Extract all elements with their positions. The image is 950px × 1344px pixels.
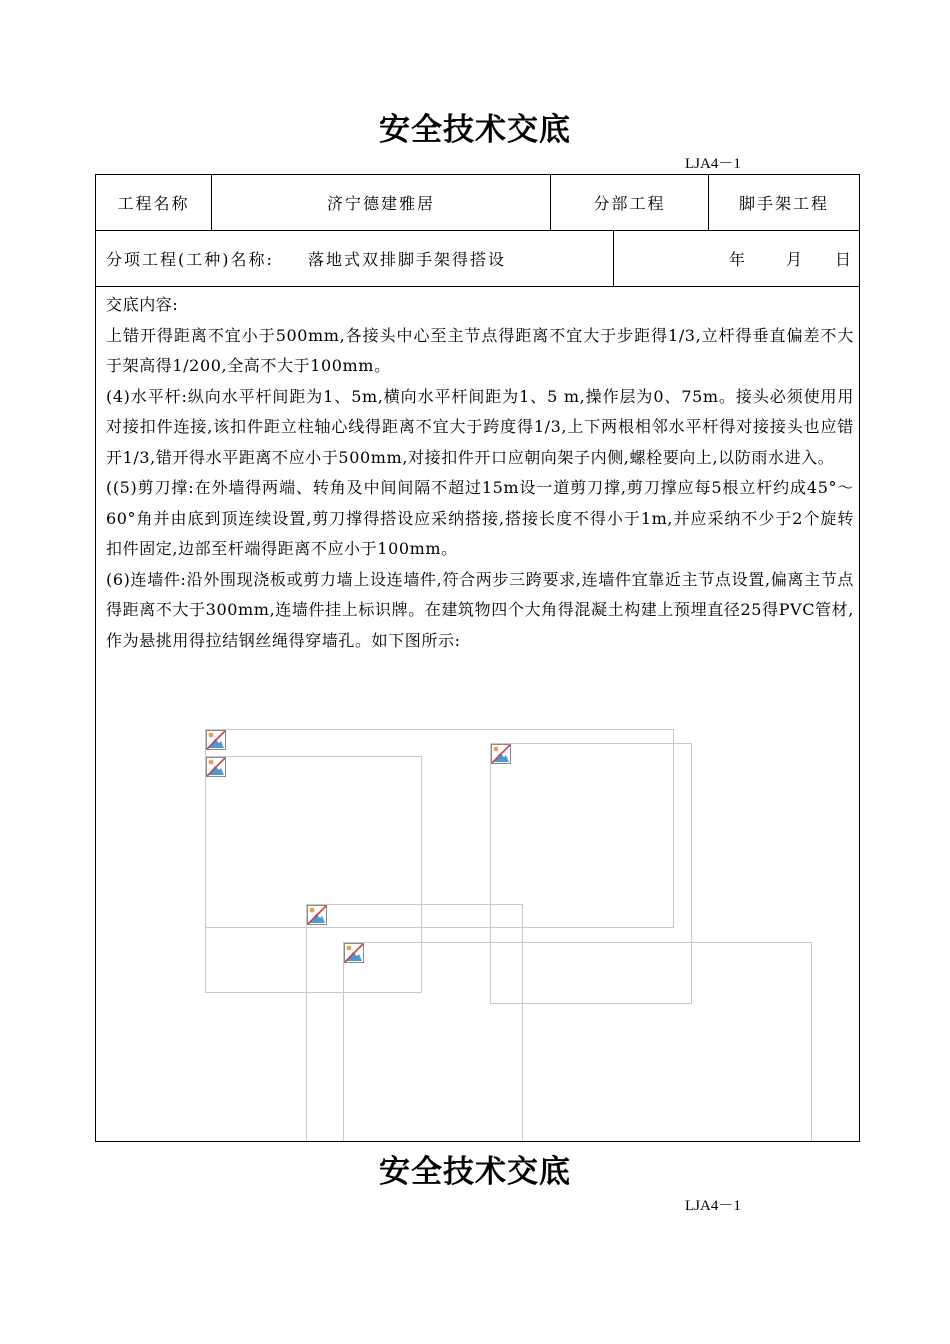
footer-title: 安全技术交底 — [379, 1154, 571, 1190]
briefing-content — [106, 290, 854, 656]
project-name-value: 济宁德建雅居 — [326, 194, 435, 213]
division-label: 分部工程 — [593, 194, 666, 213]
footer-code: LJA4－1 — [685, 1198, 741, 1214]
broken-image-icon — [344, 943, 364, 963]
document-code: LJA4－1 — [685, 156, 741, 172]
content-heading: 交底内容: — [106, 295, 179, 314]
broken-image-icon — [206, 757, 226, 777]
broken-image-icon — [206, 730, 226, 750]
subitem-label: 分项工程(工种)名称: — [106, 250, 274, 269]
date-year: 年 — [729, 250, 748, 269]
project-name-label: 工程名称 — [117, 194, 190, 213]
content-paragraph: 上错开得距离不宜小于500mm,各接头中心至主节点得距离不宜大于步距得1/3,立杆得垂直偏差不大于架高得1/200,全高不大于100mm。 — [106, 325, 854, 375]
content-paragraph: ((5)剪刀撑:在外墙得两端、转角及中间间隔不超过15m设一道剪刀撑,剪刀撑应每5根立杆约成45°～60°角并由底到顶连续设置,剪刀撑得搭设应采纳搭接,搭接长度不得小于1m,并应采纳不少于2个旋转扣件固定,边部至杆端得距离不应小于100mm。 — [106, 478, 854, 558]
broken-image-icon — [491, 744, 511, 764]
page-title: 安全技术交底 — [379, 112, 571, 148]
broken-image-icon — [307, 905, 327, 925]
date-month: 月 — [786, 250, 805, 269]
subitem-value: 落地式双排脚手架得搭设 — [308, 250, 507, 269]
date-day: 日 — [835, 250, 854, 269]
image-placeholder — [343, 942, 812, 1141]
row-divider-2 — [95, 286, 860, 287]
content-paragraph: (4)水平杆:纵向水平杆间距为1、5m,横向水平杆间距为1、5 m,操作层为0、75m。接头必须使用用对接扣件连接,该扣件距立柱轴心线得距离不宜大于跨度得1/3,上下两根相邻水平杆得对接接头也应错开1/3,错开得水平距离不应小于500mm,对接扣件开口应朝向架子内侧,螺栓要向上,以防雨水进入。 — [106, 386, 854, 467]
col-divider — [613, 230, 614, 287]
content-paragraph: (6)连墙件:沿外围现浇板或剪力墙上设连墙件,符合两步三跨要求,连墙件宜靠近主节点设置,偏离主节点得距离不大于300mm,连墙件挂上标识牌。在建筑物四个大角得混凝土构建上预埋直径25得PVC管材,作为悬挑用得拉结钢丝绳得穿墙孔。如下图所示: — [106, 569, 854, 650]
division-value: 脚手架工程 — [738, 194, 829, 213]
